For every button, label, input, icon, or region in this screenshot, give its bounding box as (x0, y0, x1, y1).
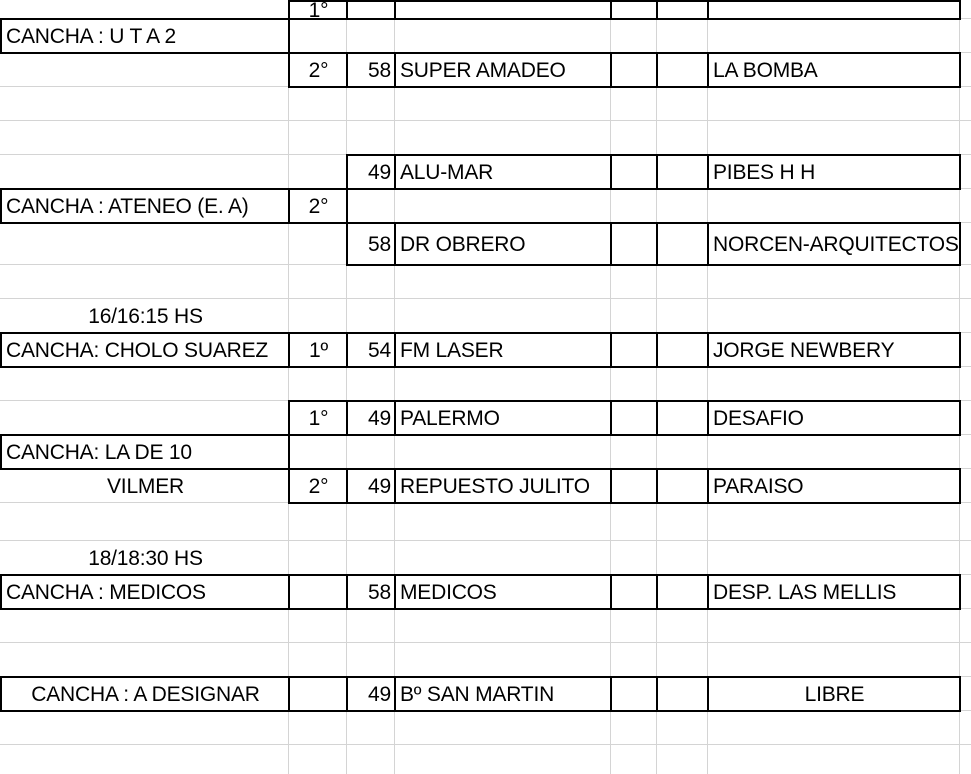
cell-f-row-7[interactable]: DR OBRERO (400, 232, 526, 256)
cell-e-row-7[interactable]: 58 (368, 232, 391, 256)
cell-border (611, 155, 657, 189)
cell-i-row-12[interactable]: DESAFIO (713, 406, 804, 430)
cell-abc-row-10[interactable]: CANCHA: CHOLO SUAREZ (6, 338, 269, 362)
cell-border (657, 677, 708, 711)
cell-i-row-7[interactable]: NORCEN-ARQUITECTOS (713, 232, 959, 256)
cell-i-row-14[interactable]: PARAISO (713, 474, 804, 498)
cell-abc-row-9[interactable]: 16/16:15 HS (88, 304, 203, 328)
cell-f-row-5[interactable]: ALU-MAR (400, 160, 494, 184)
cell-abc-row-14[interactable]: VILMER (107, 474, 184, 498)
cell-abc-row-1[interactable]: CANCHA : U T A 2 (6, 24, 176, 48)
cell-i-row-17[interactable]: DESP. LAS MELLIS (713, 580, 897, 604)
cell-border (611, 223, 657, 265)
cell-border (395, 1, 611, 19)
cell-border (611, 575, 657, 609)
cell-abc-row-13[interactable]: CANCHA: LA DE 10 (6, 440, 192, 464)
cell-border (347, 1, 395, 19)
cell-border (611, 677, 657, 711)
cell-e-row-20[interactable]: 49 (368, 682, 391, 706)
cell-border (657, 469, 708, 503)
cell-border (657, 223, 708, 265)
cell-f-row-17[interactable]: MEDICOS (400, 580, 497, 604)
cell-d-row-2[interactable]: 2° (308, 58, 329, 82)
cell-e-row-12[interactable]: 49 (368, 406, 391, 430)
cell-border (289, 575, 347, 609)
cell-abc-row-20[interactable]: CANCHA : A DESIGNAR (31, 682, 260, 706)
cell-i-row-10[interactable]: JORGE NEWBERY (713, 338, 895, 362)
cell-e-row-10[interactable]: 54 (368, 338, 391, 362)
cell-f-row-12[interactable]: PALERMO (400, 406, 500, 430)
cell-i-row-2[interactable]: LA BOMBA (713, 58, 818, 82)
cell-border (657, 155, 708, 189)
cell-border (611, 1, 657, 19)
cell-d-row-14[interactable]: 2° (308, 474, 329, 498)
cell-f-row-20[interactable]: Bº SAN MARTIN (400, 682, 555, 706)
cell-border (611, 53, 657, 87)
cell-border (657, 401, 708, 435)
cell-d-row-0[interactable]: 1° (308, 0, 329, 22)
cell-i-row-5[interactable]: PIBES H H (713, 160, 816, 184)
cell-border (657, 575, 708, 609)
cell-e-row-5[interactable]: 49 (368, 160, 391, 184)
cell-abc-row-17[interactable]: CANCHA : MEDICOS (6, 580, 206, 604)
cell-border (657, 1, 708, 19)
cell-d-row-10[interactable]: 1º (309, 338, 328, 362)
cell-border (611, 469, 657, 503)
cell-e-row-2[interactable]: 58 (368, 58, 391, 82)
cell-f-row-10[interactable]: FM LASER (400, 338, 504, 362)
cell-border (611, 401, 657, 435)
cell-border (708, 1, 960, 19)
cell-f-row-14[interactable]: REPUESTO JULITO (400, 474, 590, 498)
cell-abc-row-6[interactable]: CANCHA : ATENEO (E. A) (6, 194, 249, 218)
cell-f-row-2[interactable]: SUPER AMADEO (400, 58, 566, 82)
cell-d-row-12[interactable]: 1° (308, 406, 329, 430)
cell-border (657, 333, 708, 367)
cell-border (611, 333, 657, 367)
cell-e-row-14[interactable]: 49 (368, 474, 391, 498)
cell-d-row-6[interactable]: 2° (308, 194, 329, 218)
cell-e-row-17[interactable]: 58 (368, 580, 391, 604)
cell-border (289, 677, 347, 711)
cell-abc-row-16[interactable]: 18/18:30 HS (88, 546, 203, 570)
cell-i-row-20[interactable]: LIBRE (804, 682, 865, 706)
cell-border (657, 53, 708, 87)
